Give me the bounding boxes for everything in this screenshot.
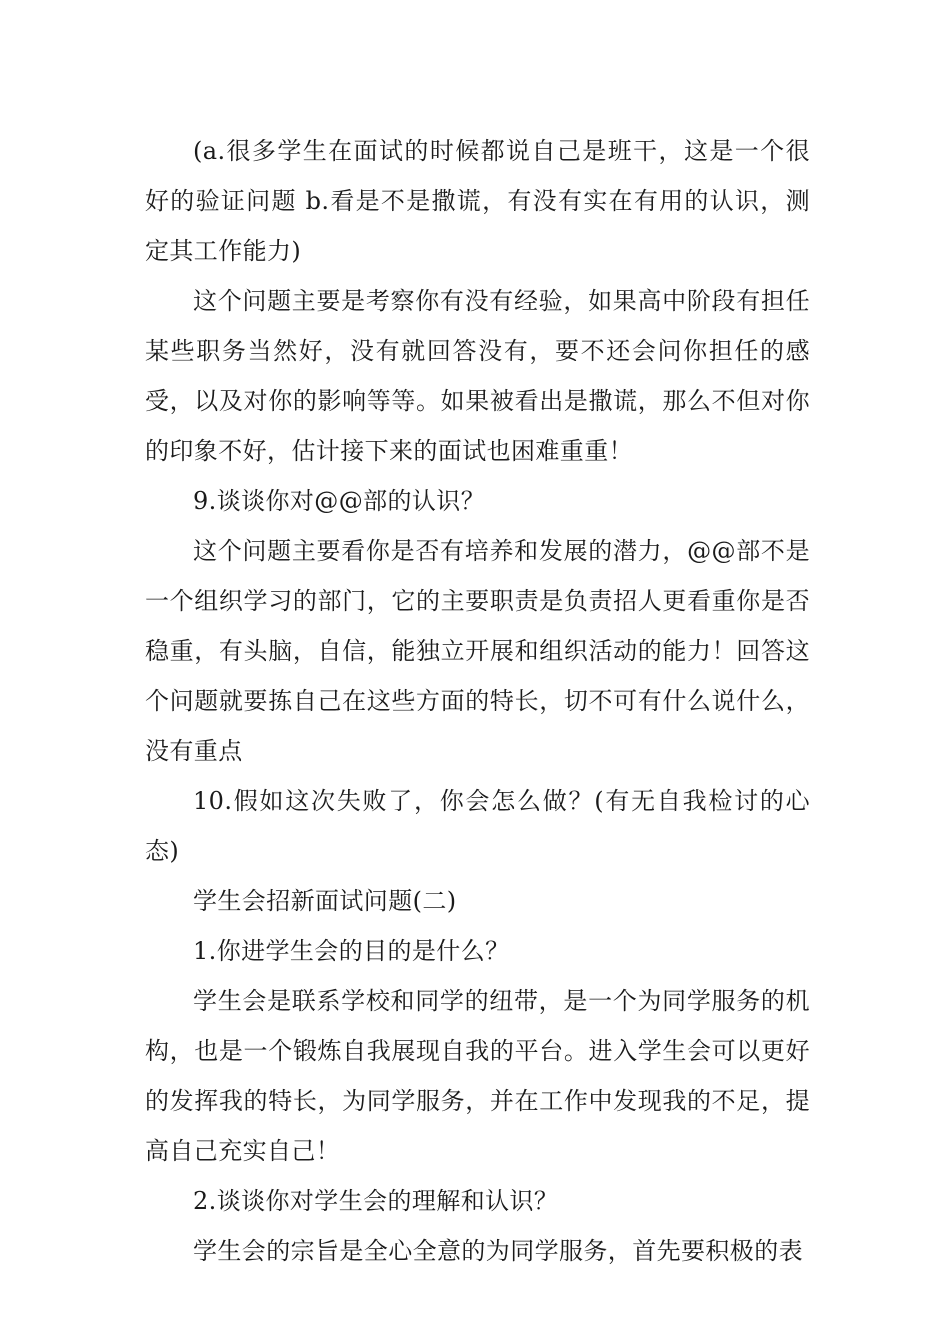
paragraph-department-answer: 这个问题主要看你是否有培养和发展的潜力，@@部不是一个组织学习的部门，它的主要职责是负责招人更看重你是否稳重，有头脑，自信，能独立开展和组织活动的能力！回答这个问题就要拣自己在这些方面的特长，切不可有什么说什么，没有重点	[145, 537, 810, 765]
section-heading: 学生会招新面试问题(二)	[193, 887, 457, 915]
paragraph-purpose-answer: 学生会是联系学校和同学的纽带，是一个为同学服务的机构，也是一个锻炼自我展现自我的平台。进入学生会可以更好的发挥我的特长，为同学服务，并在工作中发现我的不足，提高自己充实自己！	[145, 987, 810, 1165]
question-10: 10.假如这次失败了，你会怎么做？(有无自我检讨的心态)	[145, 787, 810, 865]
paragraph-verification-note: (a.很多学生在面试的时候都说自己是班干，这是一个很好的验证问题 b.看是不是撒谎，有没有实在有用的认识，测定其工作能力)	[145, 137, 810, 265]
question-1: 1.你进学生会的目的是什么？	[193, 937, 510, 965]
document-body	[145, 126, 810, 1276]
paragraph-experience-answer: 这个问题主要是考察你有没有经验，如果高中阶段有担任某些职务当然好，没有就回答没有，要不还会问你担任的感受，以及对你的影响等等。如果被看出是撒谎，那么不但对你的印象不好，估计接下来的面试也困难重重！	[145, 287, 810, 465]
paragraph-understanding-answer: 学生会的宗旨是全心全意的为同学服务，首先要积极的表	[193, 1237, 803, 1265]
question-2: 2.谈谈你对学生会的理解和认识？	[193, 1187, 559, 1215]
question-9: 9.谈谈你对@@部的认识？	[193, 487, 486, 515]
